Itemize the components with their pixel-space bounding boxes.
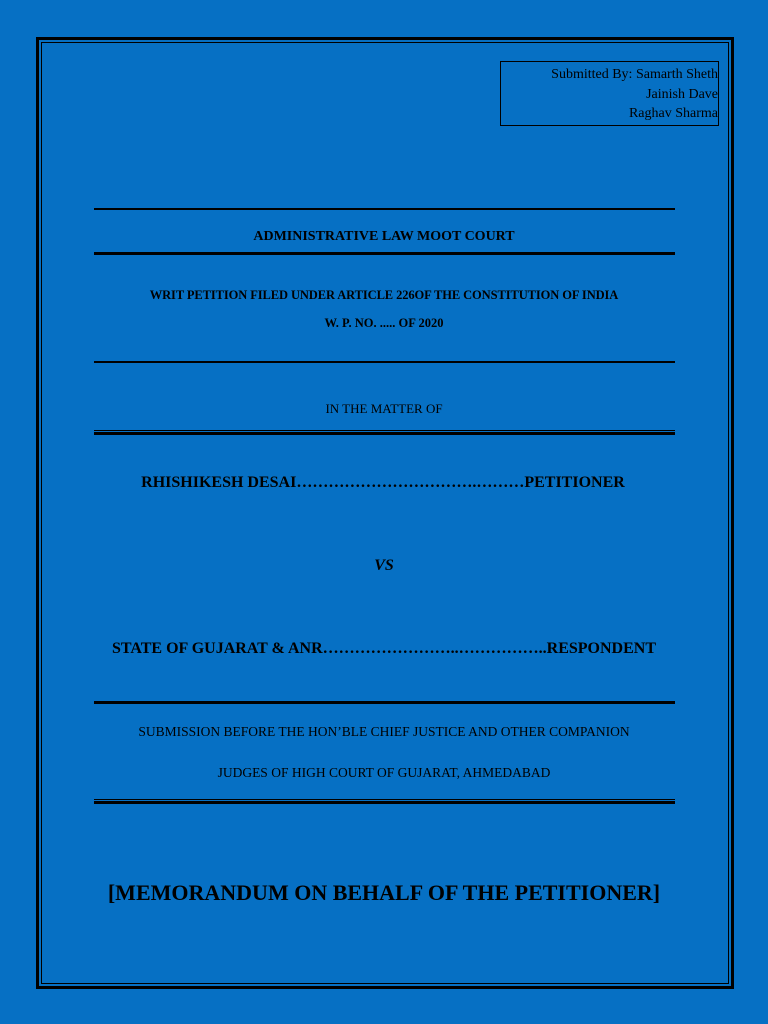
submitter-name-3: Raghav Sharma	[628, 106, 718, 121]
divider-rule	[94, 208, 675, 210]
versus-label: VS	[374, 557, 394, 574]
respondent-line: STATE OF GUJARAT & ANR……………………..……………..RESPONDENT	[111, 640, 657, 657]
submission-line-2: JUDGES OF HIGH COURT OF GUJARAT, AHMEDABAD	[217, 765, 551, 780]
memorandum-title: [MEMORANDUM ON BEHALF OF THE PETITIONER]	[107, 880, 661, 905]
submitted-by-line: Submitted By: Samarth Sheth	[551, 67, 718, 82]
in-the-matter-heading: IN THE MATTER OF	[325, 401, 443, 416]
divider-double-rule	[94, 430, 675, 435]
divider-rule	[94, 361, 675, 363]
petition-line-2: W. P. NO. ..... OF 2020	[324, 316, 444, 330]
submission-line-1: SUBMISSION BEFORE THE HON’BLE CHIEF JUSTICE AND OTHER COMPANION	[138, 724, 630, 739]
divider-rule	[94, 701, 675, 704]
page-inner-border	[41, 42, 729, 984]
divider-rule	[94, 252, 675, 255]
submitted-by-box	[500, 61, 719, 126]
petition-line-1: WRIT PETITION FILED UNDER ARTICLE 226OF THE CONSTITUTION OF INDIA	[149, 288, 619, 302]
court-title: ADMINISTRATIVE LAW MOOT COURT	[253, 229, 515, 244]
submitter-name-2: Jainish Dave	[646, 86, 718, 102]
divider-double-rule	[94, 799, 675, 804]
petitioner-line: RHISHIKESH DESAI…………………………….………PETITIONER	[141, 474, 625, 491]
